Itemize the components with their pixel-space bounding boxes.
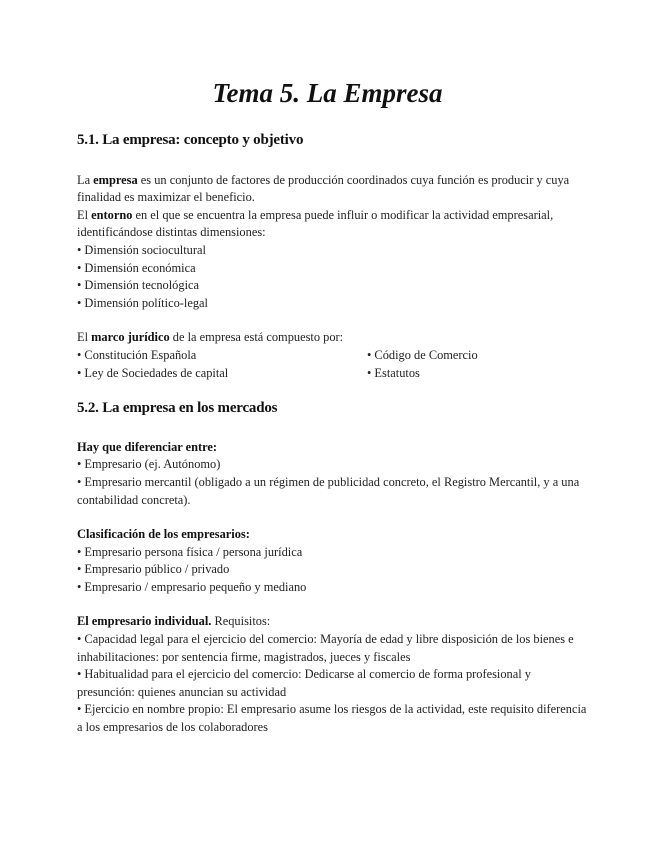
list-item: • Dimensión sociocultural bbox=[77, 242, 206, 257]
list-item: • Dimensión económica bbox=[77, 260, 196, 275]
subheading-individual: El empresario individual. bbox=[77, 614, 212, 629]
section-heading-5-1: 5.1. La empresa: concepto y objetivo bbox=[77, 132, 304, 148]
list-item: • Dimensión tecnológica bbox=[77, 278, 200, 293]
paragraph-empresa bbox=[77, 172, 587, 207]
text: El bbox=[77, 207, 92, 222]
term-empresa: empresa bbox=[93, 172, 138, 187]
paragraph-empresario-individual bbox=[77, 613, 587, 631]
list-item: • Empresario (ej. Autónomo) bbox=[77, 457, 221, 472]
marco-left-column bbox=[77, 347, 367, 382]
list-item: • Empresario público / privado bbox=[77, 562, 230, 577]
list-item: • Empresario / empresario pequeño y mediano bbox=[77, 579, 307, 594]
term-marco-juridico: marco jurídico bbox=[91, 330, 170, 345]
subheading-clasificacion: Clasificación de los empresarios: bbox=[77, 527, 250, 542]
marco-juridico-list bbox=[77, 347, 587, 382]
document-body bbox=[77, 132, 587, 737]
text: en el que se encuentra la empresa puede influir o modificar la actividad empresarial, identificándose distintas dimensiones: bbox=[77, 207, 554, 240]
list-item: • Dimensión político-legal bbox=[77, 295, 208, 310]
marco-right-column bbox=[367, 347, 577, 382]
list-item: • Constitución Española bbox=[77, 347, 197, 362]
paragraph-entorno bbox=[77, 207, 587, 242]
term-entorno: entorno bbox=[91, 207, 133, 222]
section-heading-5-2: 5.2. La empresa en los mercados bbox=[77, 400, 278, 417]
paragraph-marco-juridico bbox=[77, 329, 587, 347]
list-item: • Ley de Sociedades de capital bbox=[77, 365, 229, 380]
text: de la empresa está compuesto por: bbox=[169, 330, 344, 345]
text: La bbox=[77, 172, 94, 187]
subheading-diferenciar: Hay que diferenciar entre: bbox=[77, 439, 218, 454]
list-item: • Empresario persona física / persona jurídica bbox=[77, 544, 303, 559]
text: El bbox=[77, 330, 92, 345]
list-item: • Código de Comercio bbox=[367, 347, 478, 362]
list-item: • Habitualidad para el ejercicio del comercio: Dedicarse al comercio de forma profesional y presunción: quienes anuncian su actividad bbox=[77, 667, 531, 699]
list-item: • Empresario mercantil (obligado a un régimen de publicidad concreto, el Registro Mercantil, y a una contabilidad concreta). bbox=[77, 474, 580, 507]
text: Requisitos: bbox=[211, 614, 271, 629]
list-item: • Estatutos bbox=[367, 365, 420, 380]
text: es un conjunto de factores de producción coordinados cuya función es producir y cuya finalidad es maximizar el beneficio. bbox=[77, 172, 570, 205]
page-title: Tema 5. La Empresa bbox=[212, 78, 443, 108]
list-item: • Ejercicio en nombre propio: El empresario asume los riesgos de la actividad, este requisito diferencia a los empresarios de los colaboradores bbox=[77, 702, 587, 735]
list-item: • Capacidad legal para el ejercicio del comercio: Mayoría de edad y libre disposición de los bienes e inhabilitaciones: por sentencia firme, magistrados, jueces y fiscales bbox=[77, 632, 574, 664]
